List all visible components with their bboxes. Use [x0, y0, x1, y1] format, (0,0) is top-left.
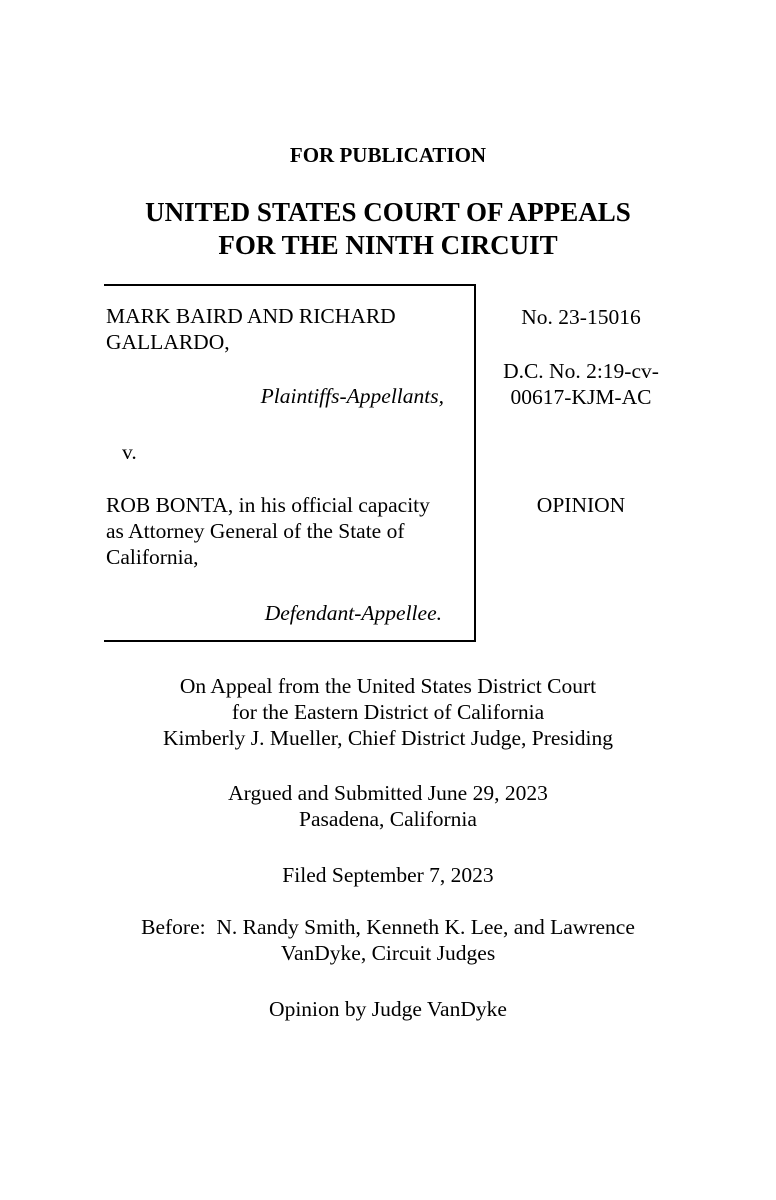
- court-title-line-2: FOR THE NINTH CIRCUIT: [218, 230, 558, 260]
- publication-label: FOR PUBLICATION: [289, 143, 487, 167]
- court-title: [0, 196, 776, 262]
- filed-date: Filed September 7, 2023: [282, 863, 494, 887]
- before-line-1: Before: N. Randy Smith, Kenneth K. Lee, and Lawrence: [141, 915, 635, 939]
- argued-line-2: Pasadena, California: [299, 807, 477, 831]
- opinion-author: Opinion by Judge VanDyke: [269, 997, 507, 1021]
- defendant-names: [106, 492, 466, 570]
- before-line-2: VanDyke, Circuit Judges: [280, 941, 496, 965]
- appeal-line-2: for the Eastern District of California: [231, 700, 545, 724]
- appeal-origin: [0, 673, 776, 751]
- district-court-number: [478, 358, 684, 410]
- panel-judges: [0, 914, 776, 966]
- docket-number: No. 23-15016: [521, 305, 641, 329]
- plaintiffs-line-2: GALLARDO,: [106, 330, 230, 354]
- dc-number-line-1: D.C. No. 2:19-cv-: [503, 359, 659, 383]
- plaintiffs-names: [106, 303, 466, 355]
- appeal-line-1: On Appeal from the United States District Court: [179, 674, 597, 698]
- argued-info: [0, 780, 776, 832]
- court-title-line-1: UNITED STATES COURT OF APPEALS: [145, 197, 631, 227]
- appeal-line-3: Kimberly J. Mueller, Chief District Judge, Presiding: [163, 726, 613, 750]
- defendant-line-3: California,: [106, 545, 199, 569]
- defendant-line-1: ROB BONTA, in his official capacity: [106, 493, 430, 517]
- plaintiffs-role: Plaintiffs-Appellants,: [260, 384, 444, 408]
- argued-line-1: Argued and Submitted June 29, 2023: [228, 781, 548, 805]
- dc-number-line-2: 00617-KJM-AC: [510, 385, 652, 409]
- defendant-role: Defendant-Appellee.: [264, 601, 442, 625]
- plaintiffs-line-1: MARK BAIRD AND RICHARD: [106, 304, 396, 328]
- versus-label: v.: [122, 440, 137, 464]
- defendant-line-2: as Attorney General of the State of: [106, 519, 405, 543]
- document-type-label: OPINION: [536, 493, 626, 517]
